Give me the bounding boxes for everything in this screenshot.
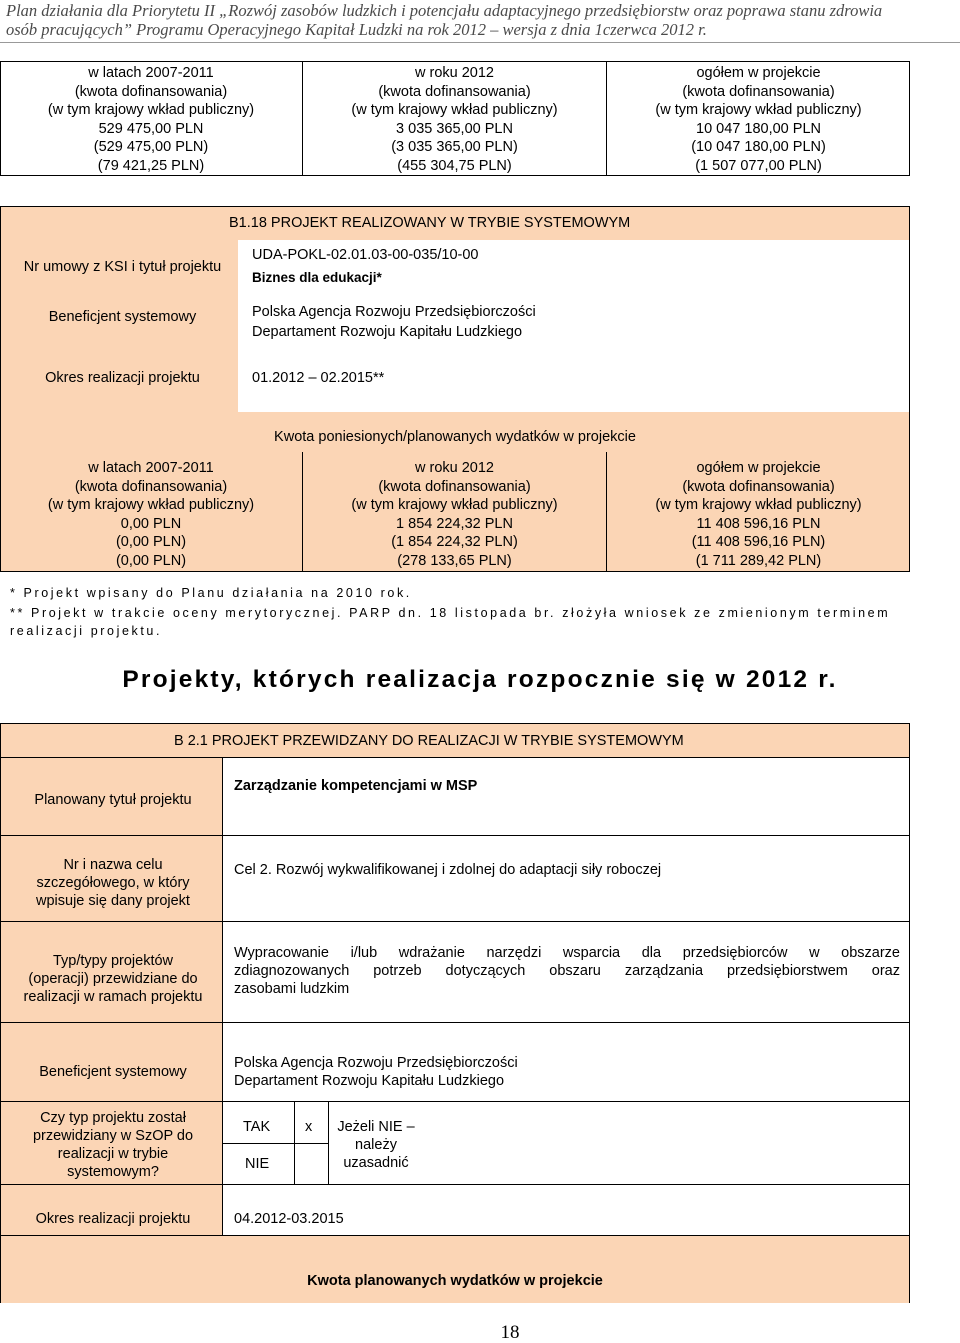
b21-title-label: Planowany tytuł projektu [34, 792, 192, 808]
b118-col-2012: w roku 2012 (kwota dofinansowania) (w tym krajowy wkład publiczny) 1 854 224,32 PLN (1 854 224,32 PLN) (278 133,65 PLN) [351, 460, 558, 569]
b118-table [0, 206, 910, 572]
footnote-2-cont: realizacji projektu. [10, 624, 163, 638]
top-col-2007-2011: w latach 2007-2011 (kwota dofinansowania) (w tym krajowy wkład publiczny) 529 475,00 PLN (529 475,00 PLN) (79 421,25 PLN) [47, 65, 255, 174]
top-col-2012: w roku 2012 (kwota dofinansowania) (w tym krajowy wkład publiczny) 3 035 365,00 PLN (3 035 365,00 PLN) (455 304,75 PLN) [351, 65, 558, 174]
section-title: Projekty, których realizacja rozpocznie się w 2012 r. [122, 666, 838, 693]
page-header [0, 0, 960, 44]
b118-beneficiary-label: Beneficjent systemowy [48, 309, 197, 325]
top-amounts-table [0, 61, 910, 176]
header-line-1: Plan działania dla Priorytetu II „Rozwój zasobów ludzkich i potencjału adaptacyjnego przedsiębiorstw oraz poprawa stanu zdrowia [6, 1, 883, 20]
b21-type-value: Wypracowanie i/lub wdrażanie narzędzi wsparcia dla przedsiębiorców w obszarze zdiagnozowanych potrzeb dotyczących obszaru zarządzania przedsiębiorstwem oraz zasobami ludzkim [234, 945, 900, 997]
b118-contract-number: UDA-POKL-02.01.03-00-035/10-00 [252, 247, 479, 263]
b21-title: B 2.1 PROJEKT PRZEWIDZANY DO REALIZACJI W TRYBIE SYSTEMOWYM [174, 733, 684, 749]
b21-tak-option: TAK [243, 1119, 271, 1135]
b118-beneficiary-line1: Polska Agencja Rozwoju Przedsiębiorczości [252, 304, 536, 320]
page-number: 18 [500, 1322, 520, 1343]
b21-goal-value: Cel 2. Rozwój wykwalifikowanej i zdolnej do adaptacji siły roboczej [234, 862, 662, 878]
b21-table [0, 723, 910, 1303]
b118-project-title: Biznes dla edukacji* [252, 270, 382, 285]
b21-nie-option: NIE [245, 1156, 270, 1172]
footnote-2: ** Projekt w trakcie oceny merytorycznej. PARP dn. 18 listopada br. złożyła wniosek ze zmienionym terminem [10, 606, 891, 620]
b21-type-label: Typ/typy projektów (operacji) przewidziane do realizacji w ramach projektu [23, 953, 203, 1005]
header-rule [0, 42, 960, 43]
b21-expenses-title: Kwota planowanych wydatków w projekcie [307, 1273, 603, 1289]
b118-period-value: 01.2012 – 02.2015** [252, 370, 385, 386]
b118-contract-label: Nr umowy z KSI i tytuł projektu [23, 259, 222, 275]
b118-period-label: Okres realizacji projektu [45, 370, 200, 386]
b118-beneficiary-line2: Departament Rozwoju Kapitału Ludzkiego [252, 324, 523, 340]
top-col-total: ogółem w projekcie (kwota dofinansowania) (w tym krajowy wkład publiczny) 10 047 180,00 PLN (10 047 180,00 PLN) (1 507 077,00 PLN) [655, 65, 862, 174]
b118-col-2007-2011: w latach 2007-2011 (kwota dofinansowania) (w tym krajowy wkład publiczny) 0,00 PLN (0,00 PLN) (0,00 PLN) [47, 460, 255, 569]
b21-goal-label: Nr i nazwa celu szczegółowego, w który wpisuje się dany projekt [36, 857, 190, 909]
b21-period-label: Okres realizacji projektu [35, 1211, 191, 1227]
b21-if-no: Jeżeli NIE – należy uzasadnić [337, 1119, 415, 1171]
b21-tak-mark: x [305, 1119, 313, 1135]
b118-title: B1.18 PROJEKT REALIZOWANY W TRYBIE SYSTEMOWYM [229, 215, 631, 231]
footnote-1: * Projekt wpisany do Planu działania na 2010 rok. [10, 586, 412, 600]
b118-col-total: ogółem w projekcie (kwota dofinansowania) (w tym krajowy wkład publiczny) 11 408 596,16 PLN (11 408 596,16 PLN) (1 711 289,42 PLN) [655, 460, 862, 569]
header-line-2: osób pracujących” Programu Operacyjnego Kapitał Ludzki na rok 2012 – wersja z dnia 1czerwca 2012 r. [6, 20, 707, 39]
b21-beneficiary-label: Beneficjent systemowy [39, 1064, 187, 1080]
b118-expenses-title: Kwota poniesionych/planowanych wydatków w projekcie [274, 429, 636, 445]
b21-period-value: 04.2012-03.2015 [234, 1211, 344, 1227]
b21-szop-label: Czy typ projektu został przewidziany w SzOP do realizacji w trybie systemowym? [32, 1110, 194, 1180]
b21-title-value: Zarządzanie kompetencjami w MSP [234, 778, 478, 794]
b21-beneficiary-value: Polska Agencja Rozwoju Przedsiębiorczości Departament Rozwoju Kapitału Ludzkiego [234, 1055, 518, 1089]
